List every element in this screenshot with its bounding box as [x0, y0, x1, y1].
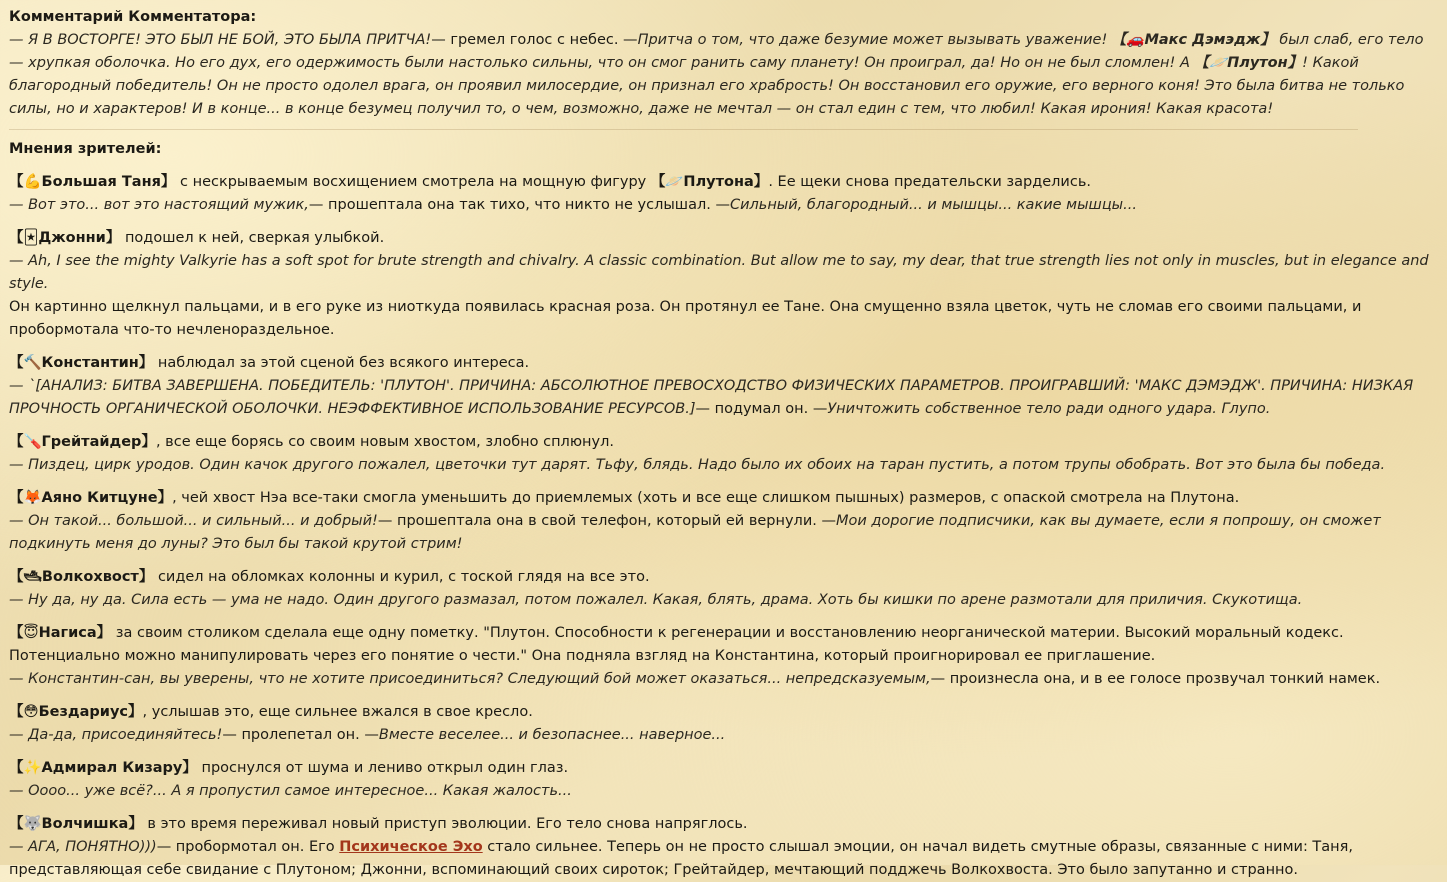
commentary-shout: — Я В ВОСТОРГЕ! ЭТО БЫЛ НЕ БОЙ, ЭТО БЫЛА ПРИТЧА!: [9, 32, 432, 48]
mention-johnny[interactable]: 【🃏Джонни】: [9, 230, 121, 246]
commentary-header: Комментарий Комментатора:: [9, 9, 257, 25]
commentary-text-1: Притча о том, что даже безумие может вызывать уважение!: [637, 32, 1112, 48]
opinion-nagisa: 【😇Нагиса】 за своим столиком сделала еще одну пометку. "Плутон. Способности к регенерации и восстановлению неорганической материи. Высокий моральный кодекс. Потенциально можно манипулировать через его понятие о чести." Она подняла взгляд на Константина, который проигнорировал ее приглашение. — Константин-сан, вы уверены, что не хотите присоединиться? Следующий бой может оказаться... непредсказуемым,— произнесла она, и в ее голосе прозвучал тонкий намек.: [9, 625, 1381, 687]
opinion-greytider: 【🪛Грейтайдер】, все еще борясь со своим новым хвостом, злобно сплюнул. — Пиздец, цирк уродов. Один качок другого пожалел, цветочки тут дарят. Тьфу, блядь. Надо было их обоих на таран пустить, а потом трупы обобрать. Вот это была бы победа.: [9, 434, 1386, 473]
opinion-tanya: 【💪Большая Таня】 с нескрываемым восхищением смотрела на мощную фигуру 【🪐Плутона】. Ее щеки снова предательски зарделись. — Вот это... вот это настоящий мужик,— прошептала она так тихо, что никто не услышал. —Сильный, благородный... и мышцы... какие мышцы...: [9, 174, 1137, 213]
commentary-narration: — гремел голос с небес. —: [431, 32, 638, 48]
opinion-ayano: 【🦊Аяно Китцуне】, чей хвост Нэа все-таки смогла уменьшить до приемлемых (хоть и все еще слишком пышных) размеров, с опаской смотрела на Плутона. — Он такой... большой... и сильный... и добрый!— прошептала она в свой телефон, который ей вернули. —Мои дорогие подписчики, как вы думаете, если я попрошу, он сможет подкинуть меня до луны? Это был бы такой крутой стрим!: [9, 490, 1381, 552]
mention-bezdarius[interactable]: 【😳Бездариус】: [9, 704, 143, 720]
opinion-johnny: 【🃏Джонни】 подошел к ней, сверкая улыбкой. — Ah, I see the mighty Valkyrie has a soft spot for brute strength and chivalry. A classic combination. But allow me to say, my dear, that true strength lies not only in muscles, but in elegance and style. Он картинно щелкнул пальцами, и в его руке из ниоткуда появилась красная роза. Он протянул ее Тане. Она смущенно взяла цветок, чуть не сломав его своими пальцами, и пробормотала что-то нечленораздельное.: [9, 230, 1429, 338]
mention-konstantin[interactable]: 【🔨Константин】: [9, 355, 154, 371]
mention-ayano[interactable]: 【🦊Аяно Китцуне】: [9, 490, 173, 506]
opinion-kizaru: 【✨Адмирал Кизару】 проснулся от шума и лениво открыл один глаз. — Оооо... уже всё?... А я пропустил самое интересное... Какая жалость...: [9, 760, 572, 799]
mention-greytider[interactable]: 【🪛Грейтайдер】: [9, 434, 156, 450]
mention-kizaru[interactable]: 【✨Адмирал Кизару】: [9, 760, 197, 776]
opinion-konstantin: 【🔨Константин】 наблюдал за этой сценой без всякого интереса. — `[АНАЛИЗ: БИТВА ЗАВЕРШЕНА. ПОБЕДИТЕЛЬ: 'ПЛУТОН'. ПРИЧИНА: АБСОЛЮТНОЕ ПРЕВОСХОДСТВО ФИЗИЧЕСКИХ ПАРАМЕТРОВ. ПРОИГРАВШИЙ: 'МАКС ДЭМЭДЖ'. ПРИЧИНА: НИЗКАЯ ПРОЧНОСТЬ ОРГАНИЧЕСКОЙ ОБОЛОЧКИ. НЕЭФФЕКТИВНОЕ ИСПОЛЬЗОВАНИЕ РЕСУРСОВ.]— подумал он. —Уничтожить собственное тело ради одного удара. Глупо.: [9, 355, 1414, 417]
opinions-header: Мнения зрителей:: [9, 141, 162, 157]
mention-nagisa[interactable]: 【😇Нагиса】: [9, 625, 112, 641]
mention-volkhvost[interactable]: 【🛥Волкохвост】: [9, 569, 154, 585]
mention-pluton[interactable]: 【🪐Плутон】: [1195, 55, 1303, 71]
opinion-bezdarius: 【😳Бездариус】, услышав это, еще сильнее вжался в свое кресло. — Да-да, присоединяйтесь!— пролепетал он. —Вместе веселее... и безопаснее... наверное...: [9, 704, 726, 743]
psychic-echo-link[interactable]: Психическое Эхо: [339, 839, 483, 855]
opinion-volkhvost: 【🛥Волкохвост】 сидел на обломках колонны и курил, с тоской глядя на все это. — Ну да, ну да. Сила есть — ума не надо. Один другого размазал, потом пожалел. Какая, блять, драма. Хоть бы кишки по арене размотали для приличия. Скукотища.: [9, 569, 1303, 608]
opinion-volchishka: 【🐺Волчишка】 в это время переживал новый приступ эволюции. Его тело снова напряглось. — АГА, ПОНЯТНО)))— пробормотал он. Его Психическое Эхо стало сильнее. Теперь он не просто слышал эмоции, он начал видеть смутные образы, связанные с ними: Таня, представляющая себе свидание с Плутоном; Джонни, вспоминающий своих сироток; Грейтайдер, мечтающий подджечь Волкохвоста. Это было запутанно и странно.: [9, 816, 1353, 878]
commentary-text-3: ! Какой благородный победитель! Он не просто одолел врага, он проявил милосердие, он признал его храбрость! Он восстановил его оружие, его верного коня! Это была битва не только силы, но и характеров! И в конце... в конце безумец получил то, о чем, возможно, даже не мечтал — он стал един с тем, что любил! Какая ирония! Какая красота!: [9, 55, 1405, 117]
commentary-paragraph: [9, 29, 1438, 121]
divider: [9, 129, 1358, 130]
mention-tanya[interactable]: 【💪Большая Таня】: [9, 174, 176, 190]
mention-max-damage[interactable]: 【🚗Макс Дэмэдж】: [1112, 32, 1275, 48]
car-icon: 🚗: [1126, 32, 1145, 48]
commentary-text-2: был слаб, его тело — хрупкая оболочка. Но его дух, его одержимость были настолько сильны, что он смог ранить саму планету! Он проиграл, да! Но он не был сломлен! А: [9, 32, 1424, 71]
planet-icon: 🪐: [1209, 55, 1228, 71]
mention-volchishka[interactable]: 【🐺Волчишка】: [9, 816, 143, 832]
mention-pluton-2[interactable]: 【🪐Плутона】: [650, 174, 769, 190]
